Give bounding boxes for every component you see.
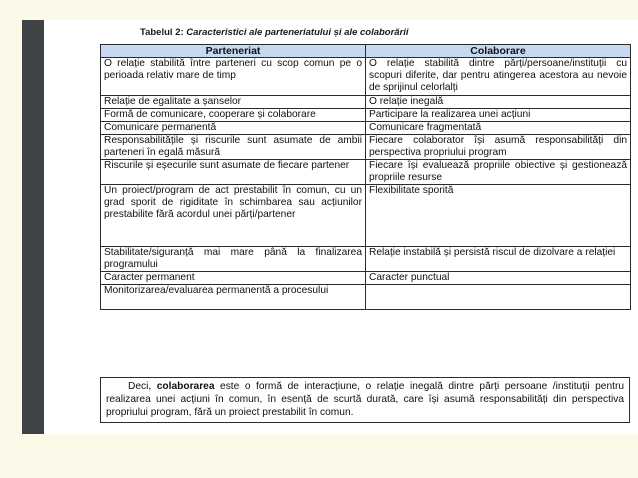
table-row <box>101 272 631 285</box>
cell-parteneriat: Relație de egalitate a șanselor <box>101 96 366 109</box>
cell-colaborare: Caracter punctual <box>366 272 631 285</box>
table-caption-number: Tabelul 2: <box>140 27 184 38</box>
conclusion-keyword: colaborarea <box>156 381 215 392</box>
cell-parteneriat: Caracter permanent <box>101 272 366 285</box>
bottom-band <box>0 434 638 478</box>
cell-colaborare <box>366 285 631 310</box>
header-colaborare: Colaborare <box>366 45 631 58</box>
table-row <box>101 135 631 160</box>
conclusion-box <box>100 377 630 423</box>
header-parteneriat: Parteneriat <box>101 45 366 58</box>
cell-colaborare: Relație instabilă și persistă riscul de dizolvare a relației <box>366 247 631 272</box>
cell-parteneriat: O relație stabilită între parteneri cu scop comun pe o perioada relativ mare de timp <box>101 58 366 96</box>
cell-parteneriat: Responsabilitățile și riscurile sunt asumate de ambii parteneri în egală măsură <box>101 135 366 160</box>
comparison-table <box>100 44 631 310</box>
table-row <box>101 122 631 135</box>
conclusion-text-end: este o formă de interacțiune, o relație inegală dintre părți persoane /instituții pentru realizarea unei acțiuni în comun, în esență de scurtă durată, care își asumă responsabilități din perspectiva propriului program, fără un proiect prestabilit în comun. <box>106 381 624 418</box>
table-row <box>101 247 631 272</box>
cell-parteneriat: Comunicare permanentă <box>101 122 366 135</box>
table-caption-title: Caracteristici ale parteneriatului și ale colaborării <box>186 27 409 38</box>
cell-colaborare: Fiecare își evaluează propriile obiective și gestionează propriile resurse <box>366 160 631 185</box>
cell-parteneriat: Un proiect/program de act prestabilit în comun, cu un grad sporit de rigiditate în schimbarea sau acțiunilor prestabilite fără acordul unei părți/partener <box>101 185 366 247</box>
left-accent-bar <box>22 20 44 434</box>
cell-colaborare: Participare la realizarea unei acțiuni <box>366 109 631 122</box>
table-row <box>101 160 631 185</box>
table-row <box>101 58 631 96</box>
cell-parteneriat: Stabilitate/siguranță mai mare până la finalizarea programului <box>101 247 366 272</box>
table-row <box>101 285 631 310</box>
cell-parteneriat: Formă de comunicare, cooperare și colaborare <box>101 109 366 122</box>
cell-colaborare: Fiecare colaborator își asumă responsabilități din perspectiva propriului program <box>366 135 631 160</box>
cell-colaborare: O relație stabilită dintre părți/persoane/instituții cu scopuri diferite, dar pentru atingerea acestora au nevoie de sprijinul celorlalți <box>366 58 631 96</box>
cell-colaborare: Comunicare fragmentată <box>366 122 631 135</box>
cell-colaborare: O relație inegală <box>366 96 631 109</box>
table-row <box>101 109 631 122</box>
table-caption <box>140 27 409 38</box>
cell-colaborare: Flexibilitate sporită <box>366 185 631 247</box>
table-row <box>101 96 631 109</box>
cell-parteneriat: Riscurile și eșecurile sunt asumate de fiecare partener <box>101 160 366 185</box>
conclusion-text-start: Deci, <box>128 381 157 392</box>
table-row <box>101 185 631 247</box>
table-header-row <box>101 45 631 58</box>
cell-parteneriat: Monitorizarea/evaluarea permanentă a procesului <box>101 285 366 310</box>
